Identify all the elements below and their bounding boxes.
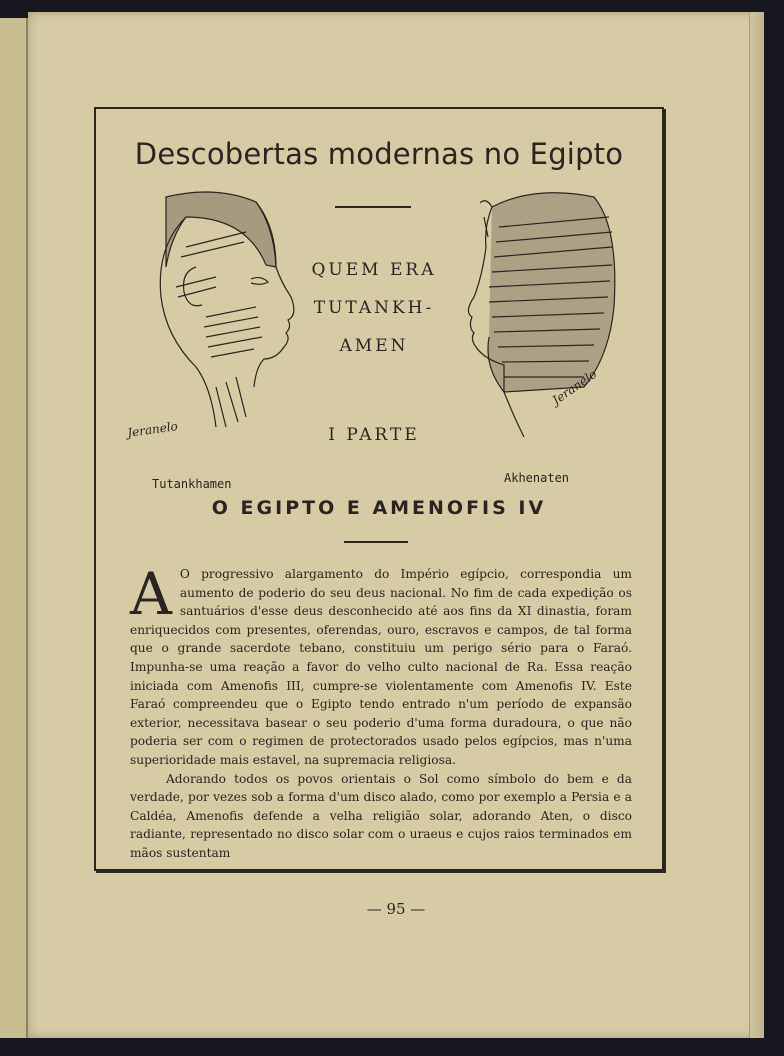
page-title: Descobertas modernas no Egipto	[134, 137, 624, 171]
signature-left: Jeranelo	[126, 419, 179, 440]
center-line-2: TUTANKH-	[313, 298, 435, 318]
content-frame	[94, 107, 664, 871]
paragraph-1: O progressivo alargamento do Império egípcio, correspondia um aumento de poderio do seu deus nacional. No fim de cada expedição os santuários d'esse deus desconhecido até aos fins da XI dinastia, foram enriquecidos com presentes, oferendas, ouro, escravos e campos, de tal forma que o grande sacerdote tebano, constituiu um perigo sério para o Faraó. Impunha-se uma reação a favor do velho culto nacional de Ra. Essa reação iniciada com Amenofis III, cumpre-se violentamente com Amenofis IV. Este Faraó compreendeu que o Egipto tendo entrado n'um período de expansão exterior, necessitava basear o seu poderio d'uma forma duradoura, o que não poderia ser com o regimen de protectorados usado pelos egípcios, mas n'uma superioridade mais estavel, na supremacia religiosa.	[130, 567, 632, 767]
drop-cap: A	[130, 560, 172, 628]
section-heading: O EGIPTO E AMENOFIS IV	[211, 497, 547, 519]
page-edge	[749, 12, 764, 1038]
section-divider	[344, 541, 408, 543]
center-heading	[274, 251, 474, 365]
book-page	[28, 12, 764, 1038]
article-body	[130, 560, 632, 863]
caption-tutankhamen: Tutankhamen	[152, 477, 232, 491]
paragraph-2: Adorando todos os povos orientais o Sol como símbolo do bem e da verdade, por vezes sob a forma d'um disco alado, como por exemplo a Persia e a Caldéa, Amenofis defende a velha religião solar, adorando Aten, o disco radiante, representado no disco solar com o uraeus e cujos raios terminados em mãos sustentam	[130, 771, 632, 860]
facing-page-edge	[0, 18, 28, 1038]
center-line-3: AMEN	[339, 336, 409, 356]
part-label: I PARTE	[328, 425, 420, 445]
caption-akhenaten: Akhenaten	[504, 471, 570, 485]
center-line-1: QUEM ERA	[311, 260, 437, 280]
akhenaten-portrait	[444, 187, 644, 457]
top-divider	[335, 206, 411, 208]
page-number: — 95 —	[366, 900, 426, 918]
signature-right: Jeranelo	[549, 366, 600, 408]
